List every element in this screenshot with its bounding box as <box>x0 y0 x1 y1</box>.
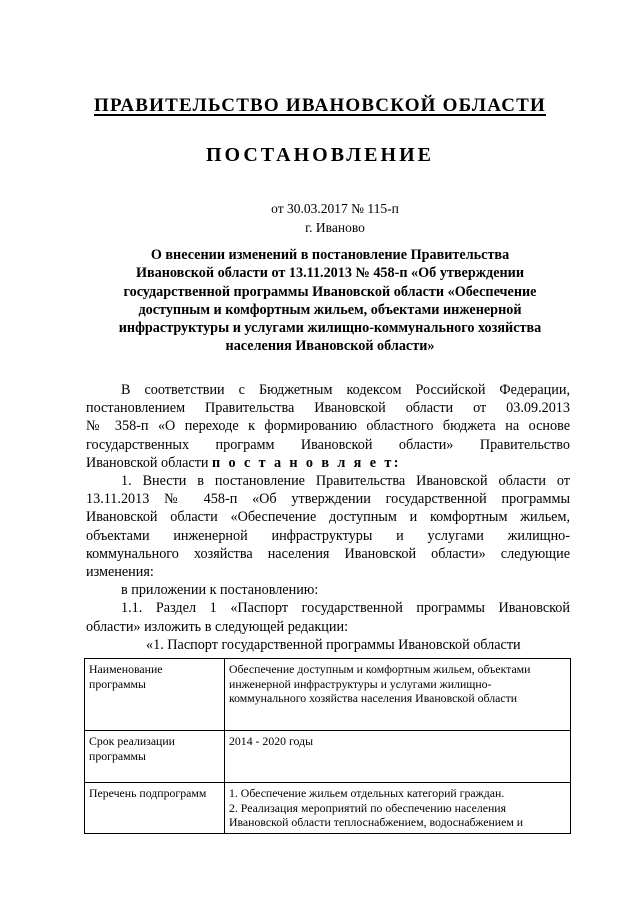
item-1-line: объектами инженерной инфраструктуры и услугами жилищно- <box>86 527 570 544</box>
subprogram-line: 1. Обеспечение жильем отдельных категорий граждан. <box>229 786 505 800</box>
preamble-paragraph <box>86 381 570 472</box>
table-value-cell: 2014 - 2020 годы <box>225 731 571 783</box>
preamble-line: В соответствии с Бюджетным кодексом Российской Федерации, <box>121 382 570 398</box>
item-1-line: Ивановской области «Обеспечение доступным и комфортным жильем, <box>86 509 570 526</box>
item-1-line: изменения: <box>86 564 154 581</box>
organization-title <box>0 95 640 117</box>
subject-line: О внесении изменений в постановление Правительства <box>150 247 510 263</box>
subject-line: Ивановской области от 13.11.2013 № 458-п «Об утверждении <box>135 265 525 282</box>
resolves-word: п о с т а н о в л я е т: <box>212 454 401 471</box>
subject-line: доступным и комфортным жильем, объектами инженерной <box>138 301 522 318</box>
table-key-cell: Перечень подпрограмм <box>85 783 225 834</box>
table-value-cell: Обеспечение доступным и комфортным жильем, объектами инженерной инфраструктуры и услугами жилищно-коммунального хозяйства населения Ивановской области <box>225 659 571 731</box>
table-row <box>85 783 571 834</box>
preamble-line <box>86 454 570 472</box>
table-key-cell: Срок реализации программы <box>85 731 225 783</box>
passport-table <box>84 658 571 834</box>
preamble-last-text: Ивановской области <box>86 454 213 471</box>
item-1-paragraph <box>86 472 570 654</box>
subprogram-line: 2. Реализация мероприятий по обеспечению населения Ивановской области теплоснабжением, водоснабжением и <box>229 800 524 830</box>
passport-heading: «1. Паспорт государственной программы Ивановской области <box>146 636 521 653</box>
preamble-line: № 358-п «О переходе к формированию областного бюджета на основе <box>86 418 570 435</box>
item-1-line: коммунального хозяйства населения Ивановской области» следующие <box>86 545 570 562</box>
document-type: ПОСТАНОВЛЕНИЕ <box>206 144 434 166</box>
subject-line: инфраструктуры и услугами жилищно-коммунального хозяйства <box>118 320 542 337</box>
table-row <box>85 731 571 783</box>
table-key-cell: Наименование программы <box>85 659 225 731</box>
appendix-line: в приложении к постановлению: <box>121 582 319 599</box>
item-1-line: 1. Внести в постановление Правительства Ивановской области от <box>121 473 570 489</box>
subitem-line: области» изложить в следующей редакции: <box>86 618 349 635</box>
document-subject <box>90 246 570 356</box>
document-city: г. Иваново <box>305 220 365 235</box>
document-date-number: от 30.03.2017 № 115-п <box>271 201 399 216</box>
item-1-line: 13.11.2013 № 458-п «Об утверждении государственной программы <box>86 491 570 508</box>
preamble-line: постановлением Правительства Ивановской области от 03.09.2013 <box>86 400 570 417</box>
subitem-line: 1.1. Раздел 1 «Паспорт государственной программы Ивановской <box>121 600 570 617</box>
table-value-cell <box>225 783 571 834</box>
subject-line: населения Ивановской области» <box>225 338 435 355</box>
table-row <box>85 659 571 731</box>
preamble-line: государственных программ Ивановской области» Правительство <box>86 436 570 453</box>
subject-line: государственной программы Ивановской области «Обеспечение <box>123 283 537 300</box>
organization-title-text: ПРАВИТЕЛЬСТВО ИВАНОВСКОЙ ОБЛАСТИ <box>94 95 546 116</box>
